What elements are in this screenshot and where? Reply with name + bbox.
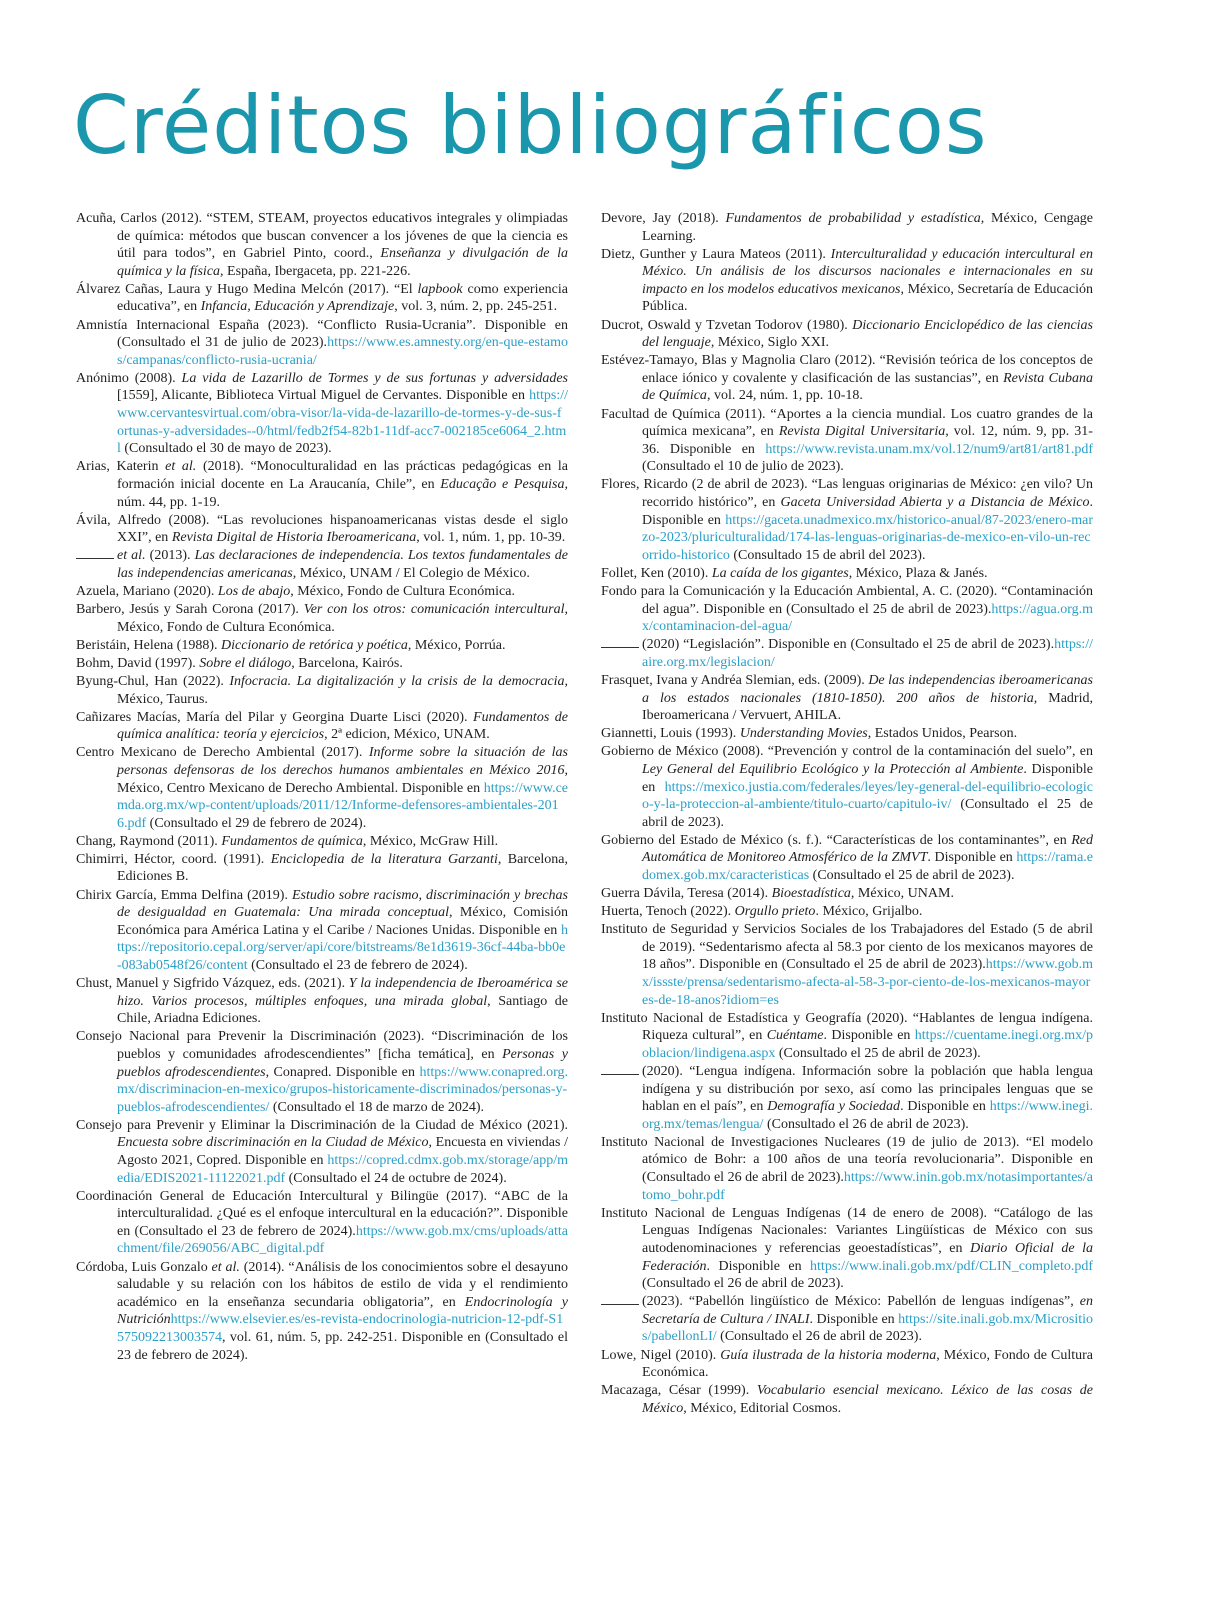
repeat-author-dash xyxy=(76,548,114,559)
reference-link[interactable]: https://mexico.justia.com/federales/leyes/ley-general-del-equilibrio-ecologico-y-la-proteccion-al-ambiente/titulo-cuarto/capitulo-iv/ xyxy=(642,779,1093,813)
bibliography-entry xyxy=(76,975,568,1028)
bibliography-entry xyxy=(601,476,1093,564)
bibliography-entry xyxy=(76,833,568,851)
work-title: De las independencias iberoamericanas a los estados nacionales (1810-1850). 200 años de historia xyxy=(642,672,1093,706)
reference-link[interactable]: https://www.inali.gob.mx/pdf/CLIN_completo.pdf xyxy=(810,1258,1093,1274)
bibliography-entry xyxy=(601,1205,1093,1293)
entry-text: Chang, Raymond (2011). xyxy=(76,833,222,849)
bibliography-entry xyxy=(601,903,1093,921)
repeat-author-dash xyxy=(601,1064,639,1075)
entry-text: Byung-Chul, Han (2022). xyxy=(76,673,230,689)
entry-text: Dietz, Gunther y Laura Mateos (2011). xyxy=(601,246,831,262)
entry-text: Lowe, Nigel (2010). xyxy=(601,1347,721,1363)
bibliography-entry xyxy=(76,637,568,655)
entry-text: , vol. 61, núm. 5, pp. 242-251. Disponible en xyxy=(222,1329,486,1345)
work-title: Fundamentos de probabilidad y estadística xyxy=(725,211,981,226)
entry-text: , 2ª edicion, México, UNAM. xyxy=(324,727,490,743)
entry-text: , México, Comisión Económica para América Latina y el Caribe / Naciones Unidas. Disponible en xyxy=(117,905,568,938)
entry-text: [1559], Alicante, Biblioteca Virtual Miguel de Cervantes. Disponible en xyxy=(117,388,530,404)
work-title: Las declaraciones de independencia. Los textos fundamentales de las independencias americanas, xyxy=(117,548,568,581)
bibliography-entry xyxy=(601,725,1093,743)
entry-text: (Consultado el 25 de abril de 2023). xyxy=(642,797,1093,830)
reference-link[interactable]: https://www.gob.mx/cms/uploads/attachment/file/269056/ABC_digital.pdf xyxy=(117,1223,568,1257)
bibliography-entry xyxy=(601,832,1093,885)
entry-text: Amnistía Internacional España (2023). “Conflicto Rusia-Ucrania”. Disponible en xyxy=(76,317,568,333)
work-title: Diccionario Enciclopédico de las ciencias del lenguaje xyxy=(642,317,1093,351)
bibliography-entry xyxy=(601,672,1093,725)
work-title: Informe sobre la situación de las personas defensoras de los derechos humanos ambientales en México 2016 xyxy=(117,745,569,778)
work-title: Endocrinología y Nutrición xyxy=(117,1294,568,1328)
entry-text: (Consultado el 23 de febrero de 2024). xyxy=(134,1223,356,1239)
entry-text: Córdoba, Luis Gonzalo xyxy=(76,1259,212,1275)
bibliography-entry xyxy=(76,1117,568,1187)
work-title: Diario Oficial de la Federación xyxy=(642,1240,1093,1274)
bibliography-entry xyxy=(601,565,1093,583)
entry-text: , México, Fondo de Cultura Económica. xyxy=(290,583,515,599)
work-title: Revista Digital de Historia Iberoamericana xyxy=(171,530,417,546)
entry-text: . Disponible en xyxy=(927,850,1017,866)
bibliography-entry xyxy=(601,921,1093,1009)
entry-text: Instituto Nacional de Estadística y Geografía (2020). “Hablantes de lengua indígena. Riqueza cultural”, en xyxy=(601,1010,1093,1044)
bibliography-column-right xyxy=(601,210,1093,1418)
work-title: Gaceta Universidad Abierta y a Distancia de México xyxy=(780,495,1090,510)
bibliography-entry xyxy=(76,1259,568,1365)
bibliography-entry xyxy=(601,352,1093,405)
entry-text: , Encuesta en viviendas / Agosto 2021, Copred. Disponible en xyxy=(117,1135,568,1168)
entry-text: (2014). “Análisis de los conocimientos sobre el desayuno saludable y su relación con los hábitos de estilo de vida y el rendimiento académico en la enseñanza secundaria obligatoria”, en xyxy=(117,1259,569,1310)
work-title: et al. xyxy=(117,548,146,564)
entry-text: , Madrid, Iberoamericana / Vervuert, AHILA. xyxy=(642,690,1093,724)
reference-link[interactable]: https://repositorio.cepal.org/server/api/core/bitstreams/8e1d3619-36cf-44ba-bb0e-083ab0548f26/content xyxy=(117,922,568,973)
entry-text: (Consultado el 23 de febrero de 2024). xyxy=(247,957,468,973)
work-title: en Secretaría de Cultura / INALI xyxy=(642,1294,1093,1327)
bibliography-entry xyxy=(601,406,1093,476)
bibliography-entry xyxy=(76,547,568,582)
bibliography-entry xyxy=(76,709,568,744)
entry-text: (Consultado el 25 de abril de 2023). xyxy=(786,601,992,617)
entry-text: Consejo Nacional para Prevenir la Discriminación (2023). “Discriminación de los pueblos y comunidades afrodescendientes” [ficha temática], en xyxy=(76,1029,568,1062)
entry-text: , Santiago de Chile, Ariadna Ediciones. xyxy=(117,993,568,1027)
bibliography-entry xyxy=(76,512,568,547)
reference-link[interactable]: https://www.inin.gob.mx/notasimportantes/atomo_bohr.pdf xyxy=(642,1170,1093,1203)
work-title: Estudio sobre racismo, discriminación y brechas de desigualdad en Guatemala: Una mirada conceptual xyxy=(117,887,568,921)
work-title: Ver con los otros: comunicación intercultural xyxy=(303,602,565,618)
work-title: Encuesta sobre discriminación en la Ciudad de México xyxy=(117,1135,429,1151)
entry-text: Devore, Jay (2018). xyxy=(601,211,726,226)
entry-text: , México, Taurus. xyxy=(117,673,568,707)
bibliography-entry xyxy=(76,317,568,370)
reference-link[interactable]: https://cuentame.inegi.org.mx/poblacion/lindigena.aspx xyxy=(642,1028,1094,1061)
entry-text: (Consultado el 23 de febrero de 2024). xyxy=(117,1329,568,1363)
entry-text: (Consultado el 26 de abril de 2023). xyxy=(642,1170,844,1186)
entry-text: Azuela, Mariano (2020). xyxy=(76,583,218,599)
reference-link[interactable]: https://copred.cdmx.gob.mx/storage/app/media/EDIS2021-11122021.pdf xyxy=(117,1152,568,1186)
entry-text: . Disponible en xyxy=(809,1311,899,1327)
work-title: Y la independencia de Iberoamérica se hizo. Varios procesos, múltiples enfoques, una mirada global xyxy=(117,976,569,1009)
entry-text: Centro Mexicano de Derecho Ambiental (2017). xyxy=(76,745,369,761)
entry-text: , México, Editorial Cosmos. xyxy=(683,1400,842,1416)
reference-link[interactable]: https://www.gob.mx/issste/prensa/sedentarismo-afecta-al-58-3-por-ciento-de-los-mexicanos-mayores-de-18-anos?idiom=es xyxy=(642,957,1094,1008)
work-title: Demografía y Sociedad xyxy=(767,1099,901,1115)
work-title: Ley General del Equilibrio Ecológico y la Protección al Ambiente xyxy=(642,761,1024,777)
work-title: Bioestadística xyxy=(771,886,851,902)
bibliography-entry xyxy=(76,458,568,511)
entry-text: (2020). “Lengua indígena. Información sobre la población que habla lengua indígena y su distribución por sexo, así como las principales lenguas que se hablan en el país”, en xyxy=(642,1064,1093,1115)
bibliography-entry xyxy=(76,1028,568,1116)
entry-text: , Estados Unidos, Pearson. xyxy=(867,726,1018,742)
work-title: Fundamentos de química xyxy=(221,833,363,849)
reference-link[interactable]: https://aire.org.mx/legislacion/ xyxy=(642,637,1093,670)
entry-text: Macazaga, César (1999). xyxy=(601,1383,757,1399)
entry-text: Consejo para Prevenir y Eliminar la Discriminación de la Ciudad de México (2021). xyxy=(76,1117,568,1133)
bibliography-entry xyxy=(76,744,568,832)
page-title: Créditos bibliográficos xyxy=(73,79,988,172)
work-title: Infocracia. La digitalización y la crisis de la democracia xyxy=(229,673,565,689)
work-title: Enciclopedia de la literatura Garzanti xyxy=(270,851,498,867)
entry-text: (2020) “Legislación”. Disponible en xyxy=(642,637,851,653)
work-title: Cuéntame xyxy=(766,1028,824,1044)
entry-text: , Barcelona, Kairós. xyxy=(291,655,403,671)
entry-text: (2018). “Monoculturalidad en las prácticas pedagógicas en la formación inicial docente en La Araucanía, Chile”, en xyxy=(117,459,569,492)
entry-text: , vol. 3, núm. 2, pp. 245-251. xyxy=(394,299,558,315)
entry-text: (Consultado el 26 de abril de 2023). xyxy=(763,1116,969,1132)
bibliography-entry xyxy=(601,1063,1093,1133)
entry-text: Beristáin, Helena (1988). xyxy=(76,637,222,653)
entry-text: Instituto de Seguridad y Servicios Sociales de los Trabajadores del Estado (5 de abril de 2019). “Sedentarismo afecta al 58.3 por ciento de los mexicanos mayores de 18 años”. Disponible en xyxy=(601,922,1093,973)
entry-text: Cañizares Macías, María del Pilar y Georgina Duarte Lisci (2020). xyxy=(76,709,474,725)
entry-text: Huerta, Tenoch (2022). xyxy=(601,904,735,920)
bibliography-entry xyxy=(601,317,1093,352)
bibliography-entry xyxy=(601,1293,1093,1346)
work-title: Interculturalidad y educación intercultural en México. Un análisis de los discursos nacionales e internacionales en su impacto en los modelos educativos mexicanos xyxy=(642,246,1093,297)
reference-link[interactable]: https://rama.edomex.gob.mx/caracteristicas xyxy=(642,850,1093,883)
entry-text: (Consultado el 29 de febrero de 2024). xyxy=(146,815,367,831)
bibliography-entry xyxy=(601,1134,1093,1204)
work-title: Enseñanza y divulgación de la química y la física xyxy=(117,246,569,279)
entry-text: , México, Fondo de Cultura Económica. xyxy=(642,1347,1093,1381)
entry-text: Chimirri, Héctor, coord. (1991). xyxy=(76,851,271,867)
entry-text: Chirix García, Emma Delfina (2019). xyxy=(76,887,292,903)
entry-text: Guerra Dávila, Teresa (2014). xyxy=(601,886,772,902)
reference-link[interactable]: https://agua.org.mx/contaminacion-del-agua/ xyxy=(642,601,1093,635)
entry-text: . Disponible en xyxy=(900,1099,990,1115)
bibliography-entry xyxy=(601,885,1093,903)
entry-text: Follet, Ken (2010). xyxy=(601,565,712,581)
repeat-author-dash xyxy=(601,1294,639,1305)
entry-text: . Disponible en xyxy=(706,1258,811,1274)
entry-text: (Consultado 15 de abril del 2023). xyxy=(729,547,926,563)
work-title: Los de abajo xyxy=(217,583,291,599)
entry-text: (Consultado el 10 de julio de 2023). xyxy=(642,459,844,475)
reference-link[interactable]: https://www.es.amnesty.org/en-que-estamos/campanas/conflicto-rusia-ucrania/ xyxy=(117,335,568,368)
bibliography-column-left xyxy=(76,210,568,1365)
work-title: Understanding Movies xyxy=(739,726,868,742)
entry-text: , vol. 12, núm. 9, pp. 31- 36. Disponible en xyxy=(642,424,1093,457)
entry-text: Giannetti, Louis (1993). xyxy=(601,726,740,742)
bibliography-entry xyxy=(601,210,1093,245)
reference-link[interactable]: https://www.revista.unam.mx/vol.12/num9/art81/art81.pdf xyxy=(765,441,1093,457)
entry-text: Instituto Nacional de Investigaciones Nucleares (19 de julio de 2013). “El modelo atómico de Bohr: a 100 años de una teoría revolucionaria”. Disponible en xyxy=(601,1134,1093,1168)
entry-text: , Barcelona, Ediciones B. xyxy=(117,851,569,885)
entry-text: . Disponible en xyxy=(642,761,1093,795)
work-title: Personas y pueblos afrodescendientes xyxy=(117,1046,568,1080)
bibliography-entry xyxy=(76,673,568,708)
reference-link[interactable]: https://site.inali.gob.mx/Micrositios/pabellonLI/ xyxy=(642,1311,1094,1345)
reference-link[interactable]: https://www.elsevier.es/es-revista-endocrinologia-nutricion-12-pdf-S1575092213003574 xyxy=(117,1312,564,1345)
entry-text: Arias, Katerin xyxy=(76,459,166,475)
entry-text: , España, Ibergaceta, pp. 221-226. xyxy=(220,263,411,279)
entry-text: Ávila, Alfredo (2008). “Las revoluciones hispanoamericanas vistas desde el siglo XXI”, en xyxy=(76,512,568,546)
bibliography-entry xyxy=(76,281,568,316)
reference-link[interactable]: https://www.conapred.org.mx/discriminacion-en-mexico/grupos-historicamente-discriminados/personas-y-pueblos-afrodescendientes/ xyxy=(117,1064,568,1115)
work-title: Vocabulario esencial mexicano. Léxico de las cosas de México xyxy=(642,1383,1093,1416)
entry-text: (Consultado el 25 de abril de 2023). xyxy=(775,1045,981,1061)
entry-text: , México, UNAM. xyxy=(850,886,954,902)
work-title: Diccionario de retórica y poética xyxy=(221,637,408,653)
work-title: Sobre el diálogo xyxy=(199,655,292,671)
bibliography-entry xyxy=(76,583,568,601)
entry-text: , México, Centro Mexicano de Derecho Ambiental. Disponible en xyxy=(117,762,568,796)
entry-text: Álvarez Cañas, Laura y Hugo Medina Melcón (2017). “El xyxy=(76,281,418,297)
entry-text: Acuña, Carlos (2012). “STEM, STEAM, proyectos educativos integrales y olimpiadas de química: métodos que buscan convencer a los jóvenes de que la ciencia es útil para todos”, en Gabriel Pinto, coord., xyxy=(76,211,568,262)
entry-text: , México, Secretaría de Educación Pública. xyxy=(642,281,1093,315)
entry-text: Ducrot, Oswald y Tzvetan Todorov (1980). xyxy=(601,317,853,333)
entry-text: . Disponible en xyxy=(823,1028,915,1044)
entry-text: . Disponible en xyxy=(642,495,1093,528)
work-title: lapbook xyxy=(417,281,463,297)
entry-text: , México, Cengage Learning. xyxy=(642,211,1094,244)
entry-text: (Consultado el 18 de marzo de 2024). xyxy=(269,1099,485,1115)
entry-text: , México, Siglo XXI. xyxy=(710,335,830,351)
reference-link[interactable]: https://www.inegi.org.mx/temas/lengua/ xyxy=(642,1099,1093,1132)
work-title: et al. xyxy=(165,459,197,475)
bibliography-entry xyxy=(601,743,1093,831)
bibliography-entry xyxy=(601,1010,1093,1063)
bibliography-entry xyxy=(76,601,568,636)
entry-text: , Conapred. Disponible en xyxy=(265,1064,420,1080)
entry-text: , México, Plaza & Janés. xyxy=(848,565,988,581)
repeat-author-dash xyxy=(601,637,639,648)
entry-text: (Consultado el 31 de julio de 2023). xyxy=(117,335,328,351)
entry-text: (Consultado el 26 de abril de 2023). xyxy=(716,1329,922,1345)
bibliography-entry xyxy=(601,246,1093,316)
bibliography-entry xyxy=(76,851,568,886)
entry-text: Estévez-Tamayo, Blas y Magnolia Claro (2012). “Revisión teórica de los conceptos de enlace iónico y covalente y clasificación de las sustancias”, en xyxy=(601,353,1093,386)
entry-text: . México, Grijalbo. xyxy=(815,904,923,920)
bibliography-entry xyxy=(601,583,1093,636)
work-title: Red Automática de Monitoreo Atmosférico de la ZMVT xyxy=(642,832,1093,866)
work-title: La vida de Lazarillo de Tormes y de sus fortunas y adversidades xyxy=(181,370,568,386)
entry-text: Facultad de Química (2011). “Aportes a la ciencia mundial. Los cuatro grandes de la química mexicana”, en xyxy=(601,406,1093,440)
entry-text: México, UNAM / El Colegio de México. xyxy=(296,565,530,581)
work-title: Revista Digital Universitaria xyxy=(778,424,946,440)
entry-text: (Consultado el 25 de abril de 2023). xyxy=(809,867,1015,883)
entry-text: (Consultado el 25 de abril de 2023). xyxy=(850,637,1055,653)
entry-text: núm. 44, pp. 1-19. xyxy=(117,494,221,510)
work-title: Infancia, Educación y Aprendizaje xyxy=(200,299,395,315)
entry-text: (2013). xyxy=(145,548,195,564)
bibliography-entry xyxy=(76,887,568,975)
entry-text: , México, Porrúa. xyxy=(407,637,506,653)
entry-text: (Consultado el 24 de octubre de 2024). xyxy=(285,1170,507,1186)
bibliography-entry xyxy=(76,370,568,458)
work-title: et al. xyxy=(211,1259,240,1275)
work-title: Orgullo prieto xyxy=(734,904,816,920)
entry-text: , México, Fondo de Cultura Económica. xyxy=(117,602,568,635)
bibliography-entry xyxy=(601,1347,1093,1382)
reference-link[interactable]: https://www.cemda.org.mx/wp-content/uploads/2011/12/Informe-defensores-ambientales-2016.pdf xyxy=(117,780,568,831)
bibliography-entry xyxy=(76,210,568,280)
work-title: Fundamentos de química analítica: teoría y ejercicios xyxy=(117,709,568,743)
entry-text: Gobierno del Estado de México (s. f.). “Características de los contaminantes”, en xyxy=(601,832,1072,848)
entry-text: (Consultado el 26 de abril de 2023). xyxy=(642,1276,844,1292)
bibliography-entry xyxy=(601,636,1093,671)
entry-text: (Consultado el 30 de mayo de 2023). xyxy=(120,441,332,457)
entry-text: (Consultado el 25 de abril de 2023). xyxy=(781,957,986,973)
entry-text: Coordinación General de Educación Intercultural y Bilingüe (2017). “ABC de la interculturalidad. ¿Qué es el enfoque intercultural en la educación?”. Disponible en xyxy=(76,1188,568,1239)
entry-text: Anónimo (2008). xyxy=(76,370,182,386)
reference-link[interactable]: https://gaceta.unadmexico.mx/historico-anual/87-2023/enero-marzo-2023/pluriculturalidad/174-las-lenguas-originarias-de-mexico-en-vilo-un-recorrido-historico xyxy=(642,512,1093,563)
entry-text: Gobierno de México (2008). “Prevención y control de la contaminación del suelo”, en xyxy=(601,744,1093,760)
bibliography-entry xyxy=(76,1188,568,1258)
entry-text: , vol. 1, núm. 1, pp. 10-39. xyxy=(416,530,566,546)
work-title: Educação e Pesquisa, xyxy=(440,476,568,492)
entry-text: , México, McGraw Hill. xyxy=(362,833,499,849)
bibliography-entry xyxy=(76,655,568,673)
entry-text: , vol. 24, núm. 1, pp. 10-18. xyxy=(706,388,863,404)
reference-link[interactable]: https://www.cervantesvirtual.com/obra-visor/la-vida-de-lazarillo-de-tormes-y-de-sus-fortunas-y-adversidades--0/html/fedb2f54-82b1-11df-acc7-002185ce6064_2.html xyxy=(117,388,568,457)
entry-text: Fondo para la Comunicación y la Educación Ambiental, A. C. (2020). “Contaminación del agua”. Disponible en xyxy=(601,583,1093,617)
entry-text: Instituto Nacional de Lenguas Indígenas (14 de enero de 2008). “Catálogo de las Lenguas Indígenas Nacionales: Variantes Lingüísticas de México con sus autodenominaciones y referencias geoestadísticas”, en xyxy=(601,1205,1093,1256)
entry-text: Bohm, David (1997). xyxy=(76,655,200,671)
work-title: La caída de los gigantes xyxy=(711,565,849,581)
entry-text: (2023). “Pabellón lingüístico de México: Pabellón de lenguas indígenas”, xyxy=(642,1294,1080,1310)
entry-text: Frasquet, Ivana y Andréa Slemian, eds. (2009). xyxy=(601,672,869,688)
work-title: Revista Cubana de Química xyxy=(642,370,1093,404)
work-title: Guía ilustrada de la historia moderna xyxy=(720,1347,937,1363)
entry-text: Flores, Ricardo (2 de abril de 2023). “Las lenguas originarias de México: ¿en vilo? Un recorrido histórico”, en xyxy=(601,477,1093,510)
entry-text: Barbero, Jesús y Sarah Corona (2017). xyxy=(76,602,304,618)
entry-text: Chust, Manuel y Sigfrido Vázquez, eds. (2021). xyxy=(76,976,349,992)
bibliography-entry xyxy=(601,1382,1093,1417)
entry-text: como experiencia educativa”, en xyxy=(117,281,568,315)
